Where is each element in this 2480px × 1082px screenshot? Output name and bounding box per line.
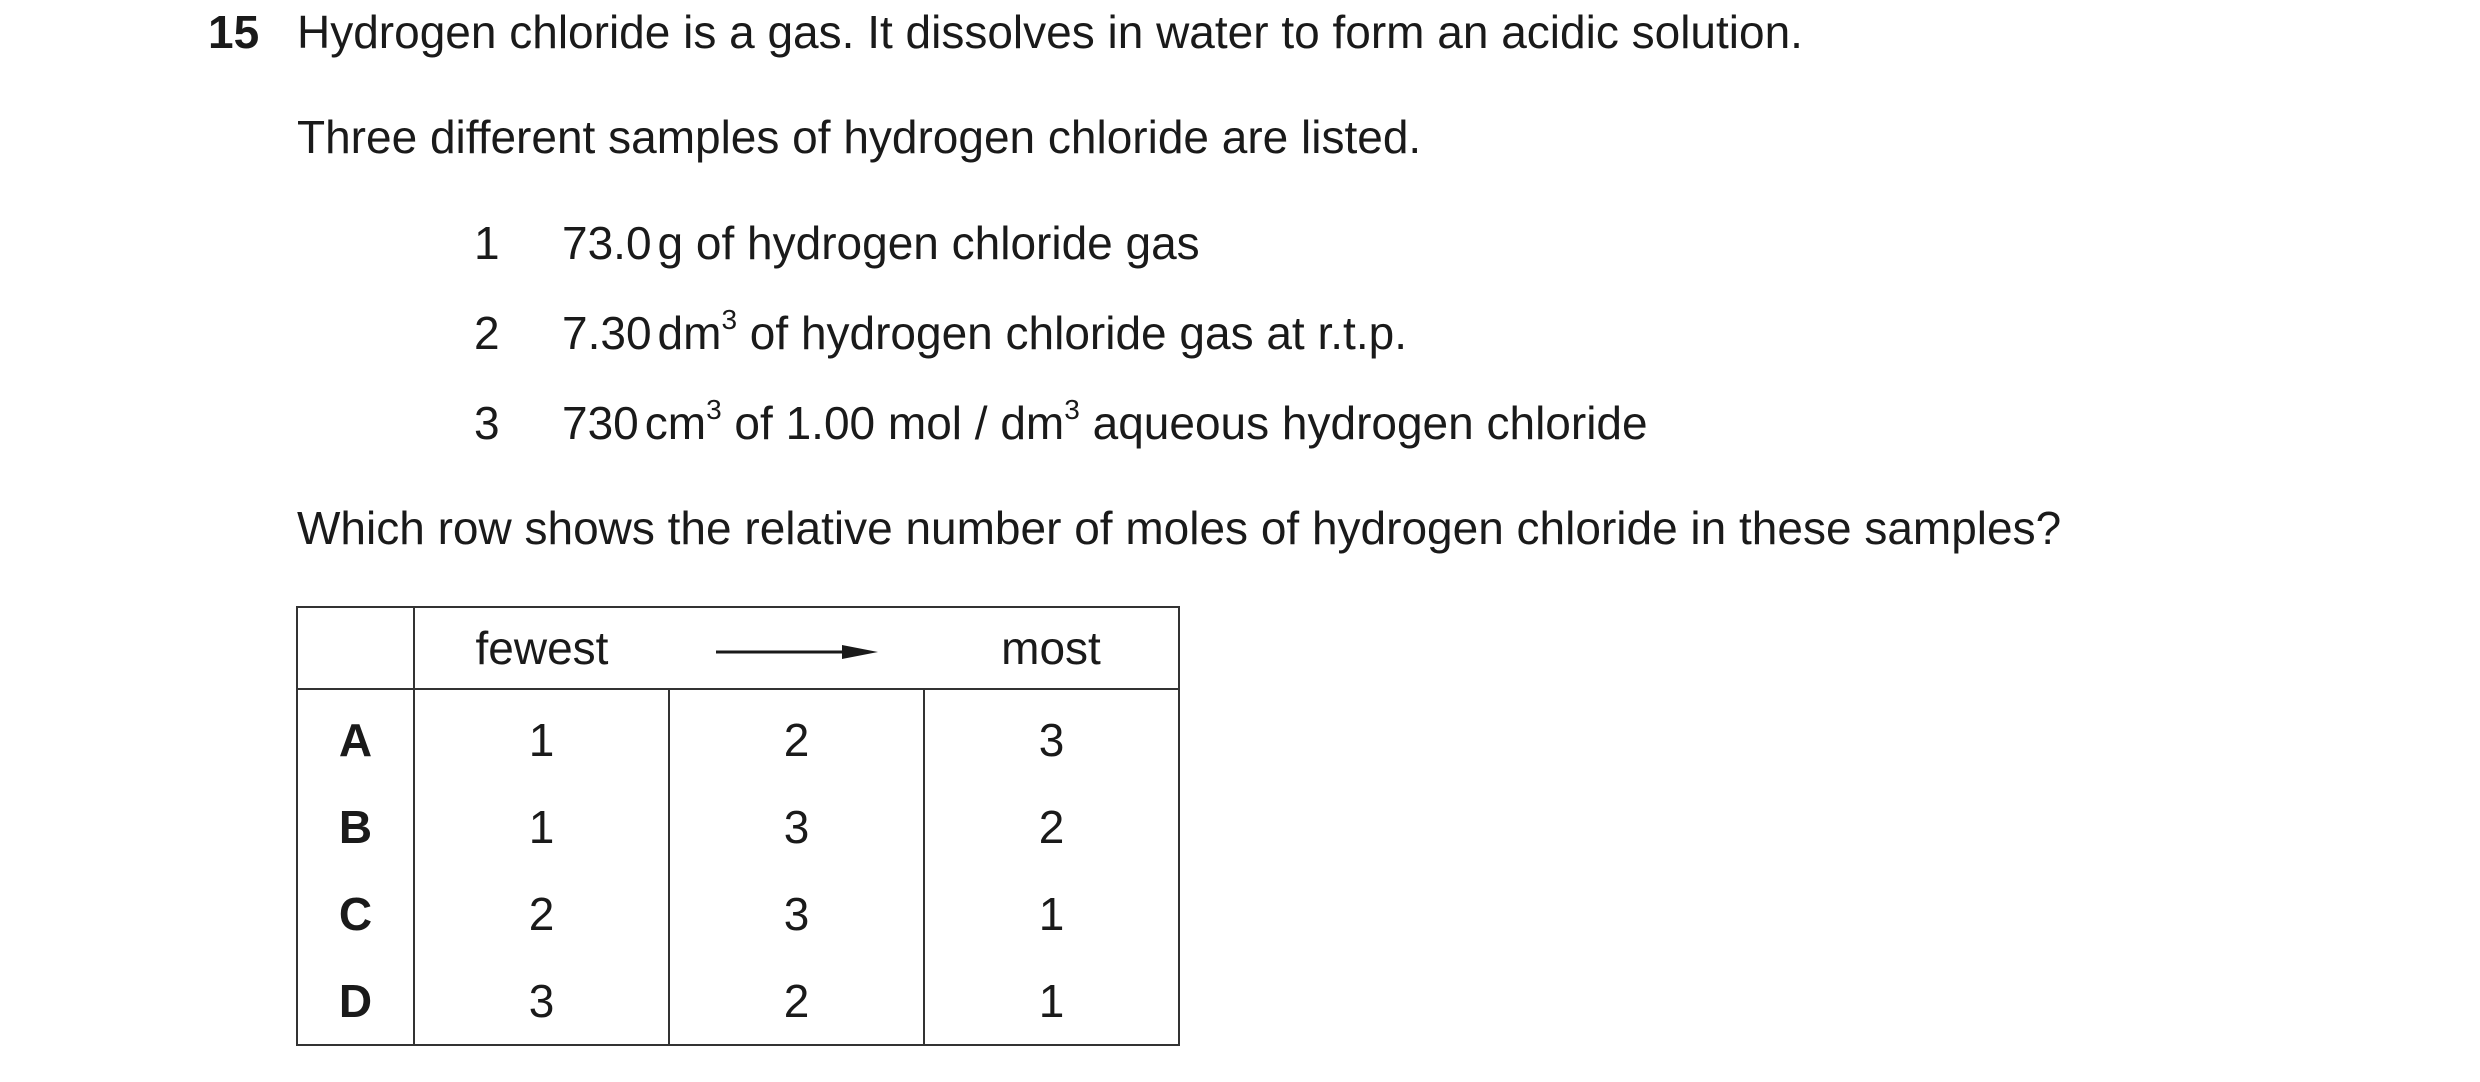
sample-quantity: 7.30 [562, 307, 652, 359]
samples-intro: Three different samples of hydrogen chloride are listed. [297, 111, 1422, 163]
concentration-unit-exponent: 3 [1064, 394, 1080, 425]
sample-number: 1 [474, 217, 500, 269]
table-cell: 3 [414, 957, 669, 1045]
sample-concentration: of 1.00 mol / dm [721, 397, 1065, 449]
table-row [297, 783, 1179, 870]
question-intro: Hydrogen chloride is a gas. It dissolves in water to form an acidic solution. [297, 6, 1803, 58]
question-number: 15 [208, 6, 260, 58]
option-letter: C [297, 870, 414, 957]
header-arrow-cell [669, 607, 924, 689]
table-cell: 2 [924, 783, 1179, 870]
sample-number: 3 [474, 397, 500, 449]
header-fewest: fewest [414, 607, 669, 689]
table-row [297, 689, 1179, 783]
option-letter: A [297, 689, 414, 783]
sample-quantity: 73.0 [562, 217, 652, 269]
sample-unit: g [657, 217, 684, 269]
header-most: most [924, 607, 1179, 689]
table-header-row [297, 607, 1179, 689]
table-cell: 2 [669, 957, 924, 1045]
table-cell: 1 [414, 783, 669, 870]
sample-quantity: 730 [562, 397, 639, 449]
option-letter: B [297, 783, 414, 870]
table-row [297, 957, 1179, 1045]
table-cell: 1 [924, 870, 1179, 957]
table-cell: 3 [669, 870, 924, 957]
sample-unit-exponent: 3 [706, 394, 722, 425]
question-prompt: Which row shows the relative number of moles of hydrogen chloride in these samples? [297, 502, 2062, 554]
right-arrow-icon [716, 642, 878, 662]
sample-number: 2 [474, 307, 500, 359]
sample-rest: of hydrogen chloride gas at r.t.p. [737, 307, 1407, 359]
sample-unit-exponent: 3 [721, 304, 738, 335]
sample-unit: cm [644, 397, 707, 449]
table-cell: 2 [669, 689, 924, 783]
option-letter: D [297, 957, 414, 1045]
sample-description [562, 395, 1648, 451]
table-cell: 3 [669, 783, 924, 870]
table-cell: 3 [924, 689, 1179, 783]
sample-unit: dm [657, 307, 722, 359]
table-cell: 1 [924, 957, 1179, 1045]
table-corner-cell [297, 607, 414, 689]
sample-description [562, 215, 1200, 271]
sample-description [562, 305, 1407, 361]
table-cell: 1 [414, 689, 669, 783]
sample-rest: of hydrogen chloride gas [683, 217, 1200, 269]
table-cell: 2 [414, 870, 669, 957]
table-row [297, 870, 1179, 957]
sample-rest: aqueous hydrogen chloride [1079, 397, 1648, 449]
answer-table [296, 606, 1180, 1046]
